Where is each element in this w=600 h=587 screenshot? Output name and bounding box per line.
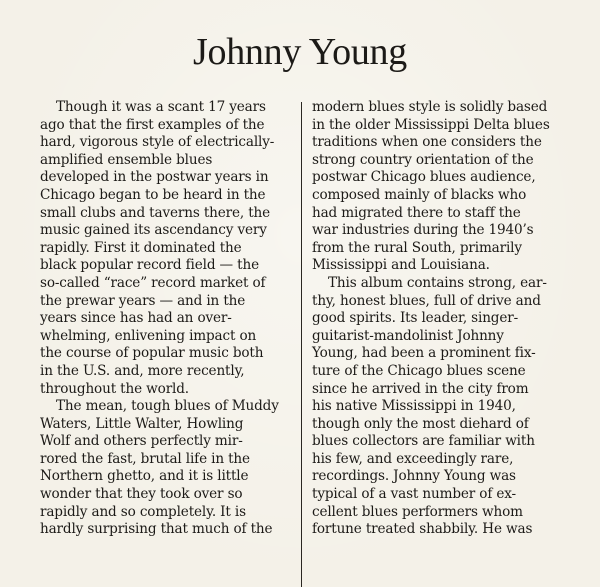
text-line: black popular record field — the xyxy=(40,257,259,274)
text-line: throughout the world. xyxy=(40,380,189,397)
text-line: blues collectors are familiar with xyxy=(312,433,535,450)
text-line: guitarist-mandolinist Johnny xyxy=(312,327,504,344)
text-line: small clubs and taverns there, the xyxy=(40,204,271,221)
column-divider xyxy=(301,102,302,587)
text-line: developed in the postwar years in xyxy=(40,169,269,186)
text-line: music gained its ascendancy very xyxy=(40,222,267,239)
text-line: strong country orientation of the xyxy=(312,151,534,168)
text-line: in the U.S. and, more recently, xyxy=(40,362,245,379)
text-line: Chicago began to be heard in the xyxy=(40,186,266,203)
text-line: since he arrived in the city from xyxy=(312,380,529,397)
text-line: Mississippi and Louisiana. xyxy=(312,257,490,274)
text-line: the prewar years — and in the xyxy=(40,292,246,309)
text-line: hardly surprising that much of the xyxy=(40,521,273,538)
text-line: the course of popular music both xyxy=(40,345,264,362)
text-line: ago that the first examples of the xyxy=(40,116,265,133)
page-title: Johnny Young xyxy=(193,31,407,73)
text-line: Though it was a scant 17 years xyxy=(56,99,266,115)
text-line: postwar Chicago blues audience, xyxy=(312,169,536,186)
text-line: traditions when one considers the xyxy=(312,134,542,151)
text-line: The mean, tough blues of Muddy xyxy=(56,398,279,415)
text-line: Northern ghetto, and it is little xyxy=(40,468,249,485)
text-line: so-called “race” record market of xyxy=(40,274,266,291)
text-line: recordings. Johnny Young was xyxy=(312,468,516,485)
text-line: Waters, Little Walter, Howling xyxy=(40,415,244,432)
text-line: amplified ensemble blues xyxy=(40,151,213,168)
text-line: This album contains strong, ear- xyxy=(328,274,547,291)
text-line: hard, vigorous style of electrically- xyxy=(40,134,275,151)
text-line: composed mainly of blacks who xyxy=(312,186,527,203)
text-line: Wolf and others perfectly mir- xyxy=(40,433,243,450)
text-line: though only the most diehard of xyxy=(312,415,529,432)
text-line: modern blues style is solidly based xyxy=(312,99,548,115)
text-line: Young, had been a prominent fix- xyxy=(312,345,536,362)
text-line: his native Mississippi in 1940, xyxy=(312,398,516,415)
text-line: fortune treated shabbily. He was xyxy=(312,521,533,538)
text-line: rored the fast, brutal life in the xyxy=(40,450,250,467)
text-line: whelming, enlivening impact on xyxy=(40,327,257,344)
text-line: in the older Mississippi Delta blues xyxy=(312,116,550,133)
text-line: good spirits. Its leader, singer- xyxy=(312,310,519,327)
text-line: years since has had an over- xyxy=(40,310,232,327)
text-line: rapidly and so completely. It is xyxy=(40,503,246,520)
text-line: war industries during the 1940’s xyxy=(312,222,534,239)
text-line: typical of a vast number of ex- xyxy=(312,486,517,503)
text-line: rapidly. First it dominated the xyxy=(40,239,242,256)
text-line: his few, and exceedingly rare, xyxy=(312,450,514,467)
text-line: ture of the Chicago blues scene xyxy=(312,362,526,379)
text-line: wonder that they took over so xyxy=(40,486,243,503)
text-line: cellent blues performers whom xyxy=(312,503,523,520)
right-text-column xyxy=(312,99,562,539)
text-line: thy, honest blues, full of drive and xyxy=(312,292,541,309)
text-line: from the rural South, primarily xyxy=(312,239,522,256)
left-text-column xyxy=(40,99,290,539)
text-line: had migrated there to staff the xyxy=(312,204,521,221)
